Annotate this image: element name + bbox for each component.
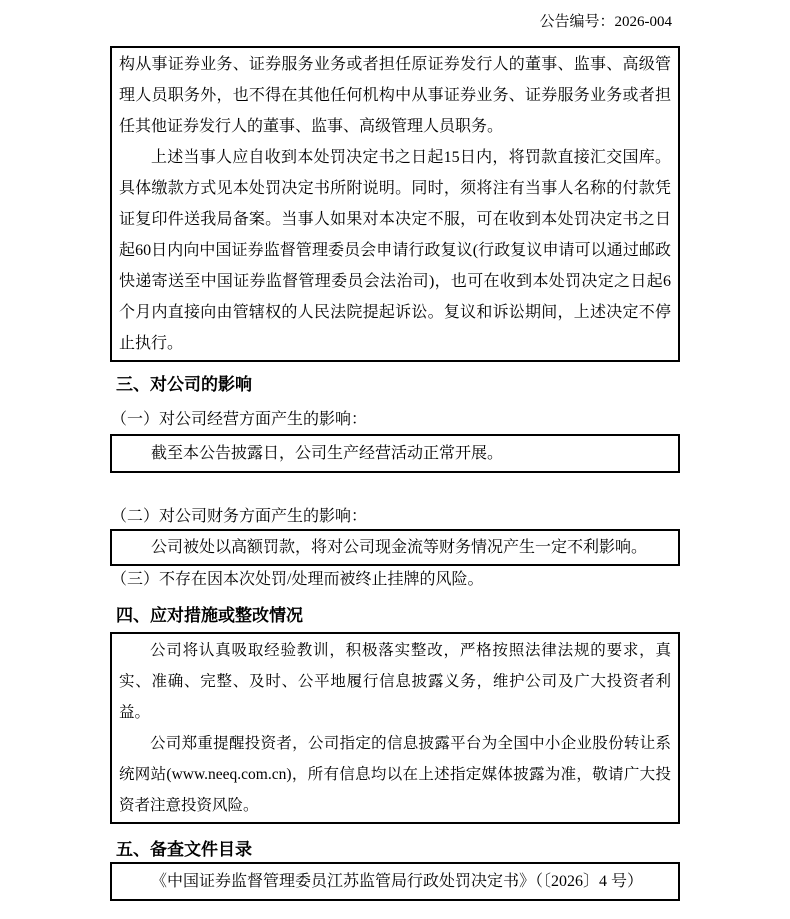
section-3-item-2-label: （二）对公司财务方面产生的影响： — [111, 508, 368, 525]
penalty-decision-block — [110, 46, 680, 362]
penalty-continuation-paragraph: 构从事证券业务、证券服务业务或者担任原证券发行人的董事、监事、高级管理人员职务外，也不得在其他任何机构中从事证券业务、证券服务业务或者担任其他证券发行人的董事、监事、高级管理人员职务。 — [119, 56, 671, 135]
section-5-heading: 五、备查文件目录 — [116, 840, 252, 859]
investor-reminder-paragraph: 公司郑重提醒投资者，公司指定的信息披露平台为全国中小企业股份转让系统网站(www.neeq.com.cn)，所有信息均以在上述指定媒体披露为准，敬请广大投资者注意投资风险。 — [119, 735, 671, 814]
section-3-item-1-label: （一）对公司经营方面产生的影响： — [111, 411, 368, 428]
financial-impact-text: 公司被处以高额罚款，将对公司现金流等财务情况产生一定不利影响。 — [151, 539, 648, 556]
section-3-item-3-label: （三）不存在因本次处罚/处理而被终止挂牌的风险。 — [111, 571, 484, 588]
remediation-block — [110, 632, 680, 824]
payment-and-appeal-paragraph: 上述当事人应自收到本处罚决定书之日起15日内，将罚款直接汇交国库。具体缴款方式见本处罚决定书所附说明。同时，须将注有当事人名称的付款凭证复印件送我局备案。当事人如果对本决定不服，可在收到本处罚决定书之日起60日内向中国证券监督管理委员会申请行政复议(行政复议申请可以通过邮政快递寄送至中国证券监督管理委员会法治司)，也可在收到本处罚决定之日起6个月内直接向由管辖权的人民法院提起诉讼。复议和诉讼期间，上述决定不停止执行。 — [119, 149, 671, 352]
reference-documents-block — [110, 862, 680, 901]
operating-impact-block — [110, 434, 680, 473]
section-3-heading: 三、对公司的影响 — [116, 375, 252, 394]
remediation-paragraph: 公司将认真吸取经验教训，积极落实整改，严格按照法律法规的要求，真实、准确、完整、及时、公平地履行信息披露义务，维护公司及广大投资者利益。 — [119, 642, 671, 721]
reference-document-item: 《中国证券监督管理委员江苏监管局行政处罚决定书》（〔2026〕4 号） — [151, 873, 644, 890]
announcement-number: 公告编号：2026-004 — [539, 14, 672, 30]
section-4-heading: 四、应对措施或整改情况 — [116, 606, 303, 625]
operating-impact-text: 截至本公告披露日，公司生产经营活动正常开展。 — [151, 445, 504, 462]
financial-impact-block — [110, 529, 680, 566]
